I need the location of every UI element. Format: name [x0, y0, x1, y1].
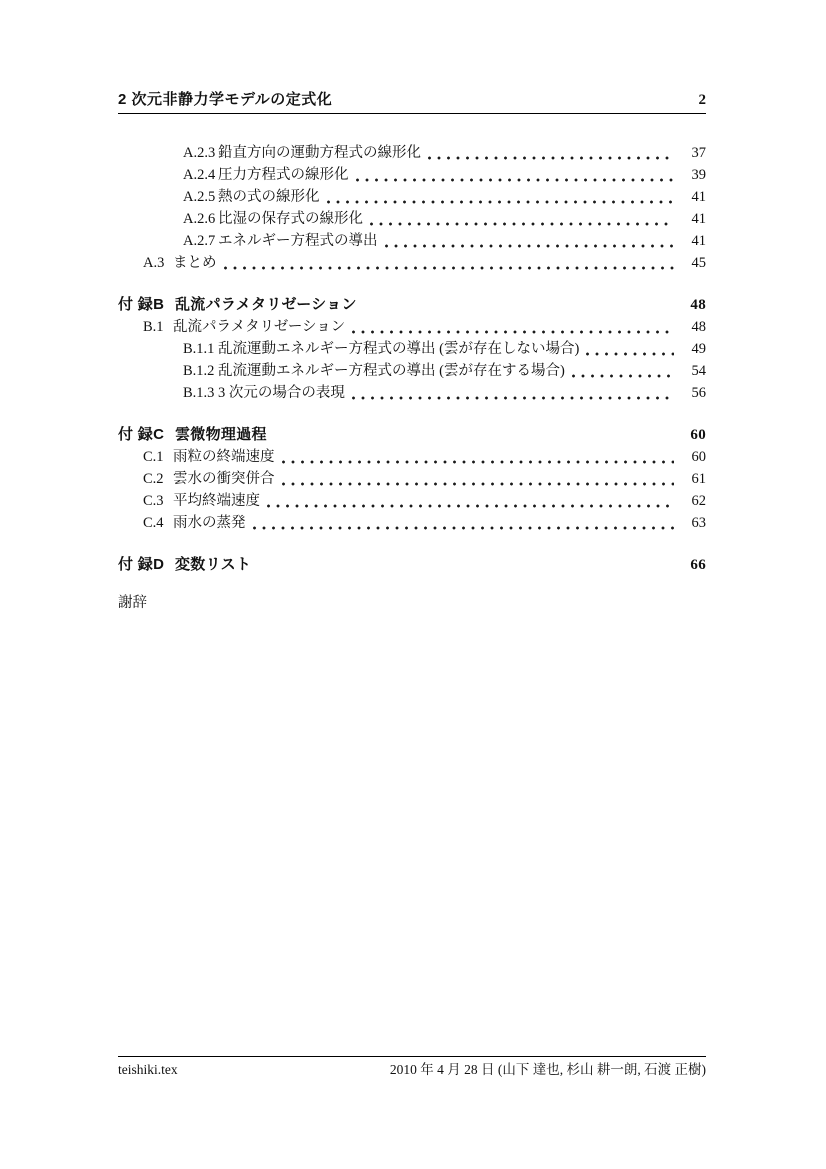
- toc-dot-leader: [258, 568, 674, 572]
- toc-dot-leader: [364, 308, 674, 312]
- toc-entry: [118, 360, 706, 382]
- toc-entry-title: 乱流運動エネルギー方程式の導出 (雲が存在しない場合): [218, 341, 580, 357]
- running-header: [118, 91, 706, 114]
- toc-entry-number: 付 録C: [118, 426, 165, 443]
- toc-dot-leader: [352, 396, 674, 400]
- toc-entry-number: A.2.6: [183, 211, 216, 227]
- toc-entry-number: A.2.7: [183, 233, 216, 249]
- toc-entry-title: まとめ: [173, 255, 217, 271]
- toc-entry: [118, 468, 706, 490]
- toc-entry: [118, 142, 706, 164]
- page-footer: [118, 1056, 706, 1078]
- toc-entry: [118, 338, 706, 360]
- toc-entry-page: 41: [691, 211, 706, 227]
- toc-entry-title: エネルギー方程式の導出: [218, 233, 378, 249]
- toc-entry-page: 60: [691, 449, 706, 465]
- toc-entry-number: A.2.4: [183, 167, 216, 183]
- toc-entry-title: 鉛直方向の運動方程式の線形化: [218, 145, 421, 161]
- toc-entry-title: 乱流パラメタリゼーション: [173, 319, 346, 335]
- toc-entry-page: 39: [691, 167, 706, 183]
- toc-entry-title: 謝辞: [118, 595, 147, 611]
- toc-dot-leader: [327, 200, 675, 204]
- toc-entry-page: 66: [690, 557, 706, 573]
- toc-dot-leader: [370, 222, 674, 226]
- toc-entry-page: 41: [691, 233, 706, 249]
- header-page-number: 2: [698, 92, 706, 108]
- toc-entry-number: A.3: [143, 255, 165, 271]
- toc-entry-title: 雲微物理過程: [175, 426, 267, 443]
- toc-dot-leader: [274, 438, 674, 442]
- toc-entry-page: 60: [690, 427, 706, 443]
- toc-entry: [118, 316, 706, 338]
- toc-entry-page: 62: [691, 493, 706, 509]
- toc-list: [118, 142, 706, 614]
- toc-entry-number: A.2.5: [183, 189, 216, 205]
- toc-entry-page: 61: [691, 471, 706, 487]
- toc-dot-leader: [224, 266, 675, 270]
- toc-entry: [118, 554, 706, 576]
- toc-entry: [118, 186, 706, 208]
- toc-entry-page: 54: [691, 363, 706, 379]
- toc-entry: [118, 490, 706, 512]
- toc-entry-number: C.2: [143, 471, 164, 487]
- toc-entry-title: 3 次元の場合の表現: [218, 385, 345, 401]
- toc-entry-title: 圧力方程式の線形化: [218, 167, 349, 183]
- toc-entry-page: 45: [691, 255, 706, 271]
- toc-entry: [118, 208, 706, 230]
- toc-dot-leader: [282, 482, 675, 486]
- toc-entry-page: 48: [690, 297, 706, 313]
- toc-entry-title: 比湿の保存式の線形化: [218, 211, 363, 227]
- toc-entry-number: 付 録D: [118, 556, 165, 573]
- toc-entry-title: 雨粒の終端速度: [173, 449, 275, 465]
- toc-entry-title: 乱流パラメタリゼーション: [175, 296, 357, 313]
- toc-entry-page: 41: [691, 189, 706, 205]
- toc-entry: [118, 382, 706, 404]
- toc-entry-number: C.4: [143, 515, 164, 531]
- footer-date-authors: 2010 年 4 月 28 日 (山下 達也, 杉山 耕一朗, 石渡 正樹): [389, 1062, 706, 1077]
- toc-entry-page: 49: [691, 341, 706, 357]
- toc-dot-leader: [267, 504, 674, 508]
- toc-entry-number: C.1: [143, 449, 164, 465]
- toc-entry: [118, 230, 706, 252]
- toc-entry-page: 63: [691, 515, 706, 531]
- toc-entry-number: 付 録B: [118, 296, 165, 313]
- toc-entry: [118, 446, 706, 468]
- toc-entry-title: 乱流運動エネルギー方程式の導出 (雲が存在する場合): [218, 363, 565, 379]
- footer-filename: teishiki.tex: [118, 1062, 178, 1077]
- toc-entry: [118, 164, 706, 186]
- toc-dot-leader: [282, 460, 675, 464]
- toc-entry-number: B.1: [143, 319, 164, 335]
- toc-entry-title: 変数リスト: [175, 556, 252, 573]
- toc-entry-number: C.3: [143, 493, 164, 509]
- toc-entry-title: 雨水の蒸発: [173, 515, 246, 531]
- toc-entry-page: 48: [691, 319, 706, 335]
- toc-dot-leader: [572, 374, 674, 378]
- toc-dot-leader: [385, 244, 675, 248]
- toc-entry-title: 雲水の衝突併合: [173, 471, 275, 487]
- toc-dot-leader: [352, 330, 674, 334]
- toc-entry: [118, 424, 706, 446]
- toc-entry: [118, 592, 706, 614]
- toc-entry-page: 37: [691, 145, 706, 161]
- toc-entry-title: 熱の式の線形化: [218, 189, 320, 205]
- toc-dot-leader: [586, 352, 674, 356]
- toc-entry-number: B.1.1: [183, 341, 215, 357]
- toc-entry-title: 平均終端速度: [173, 493, 260, 509]
- toc-entry-number: B.1.3: [183, 385, 215, 401]
- toc-dot-leader: [356, 178, 675, 182]
- toc-entry: [118, 252, 706, 274]
- toc-dot-leader: [428, 156, 674, 160]
- toc-entry: [118, 294, 706, 316]
- toc-entry-number: B.1.2: [183, 363, 215, 379]
- toc-entry-page: 56: [691, 385, 706, 401]
- toc-dot-leader: [253, 526, 675, 530]
- toc-entry: [118, 512, 706, 534]
- toc-entry-number: A.2.3: [183, 145, 216, 161]
- header-chapter-title: 2 次元非静力学モデルの定式化: [118, 91, 333, 108]
